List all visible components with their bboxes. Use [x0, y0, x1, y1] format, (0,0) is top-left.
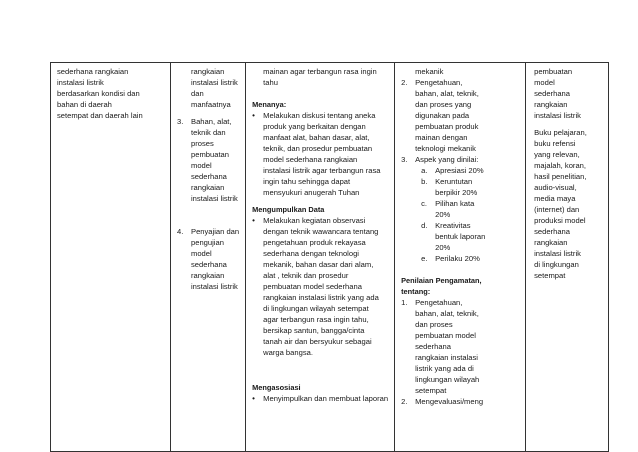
bullet-text	[263, 215, 388, 358]
text-line: Penyajian dan	[191, 227, 240, 236]
col-assessment	[395, 63, 526, 452]
section-heading: Mengumpulkan Data	[252, 205, 325, 214]
text-line: digunakan pada	[415, 111, 470, 120]
text-line: ingin tahu sehingga dapat	[263, 177, 351, 186]
text-line: setempat dan daerah lain	[57, 111, 143, 120]
text-line: instalasi listrik	[191, 78, 238, 87]
text-line: dan proses	[415, 320, 453, 329]
text-line: lingkungan wilayah	[415, 375, 480, 384]
text-line: proses	[191, 139, 214, 148]
text-line: 20%	[435, 243, 451, 252]
spacer	[252, 358, 388, 376]
text-line: teknik dan	[191, 128, 226, 137]
text-line: rangkaian instalasi	[415, 353, 478, 362]
item-number: e.	[421, 254, 428, 263]
text-line: pembuatan model	[415, 331, 476, 340]
section-heading: Menanya:	[252, 100, 287, 109]
text-line: majalah, koran,	[534, 161, 587, 170]
item-number: a.	[421, 166, 428, 175]
text-line: produksi model	[534, 216, 586, 225]
text-line: dengan teknik wawancara tentang	[263, 227, 379, 236]
text-line: teknik, dan prosedur pembuatan	[263, 144, 373, 153]
text-line: dan	[191, 89, 204, 98]
text-line: Aspek yang dinilai:	[415, 155, 479, 164]
bullet-item	[252, 215, 388, 358]
text-line: pembuatan	[191, 150, 229, 159]
item-text	[191, 226, 239, 292]
numbered-item	[177, 226, 239, 292]
item-number: 4.	[177, 227, 184, 236]
bullet-item	[252, 393, 388, 404]
col-activity	[246, 63, 395, 452]
item-number: d.	[421, 221, 428, 230]
item-text	[415, 77, 519, 154]
text-line: Bahan, alat,	[191, 117, 232, 126]
item-number: 1.	[401, 298, 408, 307]
text-line: manfaat alat, bahan dasar, alat,	[263, 133, 370, 142]
text-line: model	[191, 161, 212, 170]
item-text	[415, 297, 519, 396]
col-resources	[526, 63, 609, 452]
text-line: rangkaian	[191, 271, 225, 280]
bullet-text	[263, 393, 388, 404]
text-line: agar terbangun rasa ingin tahu,	[263, 315, 369, 324]
item-text	[435, 165, 519, 176]
text-line: Penilaian Pengamatan,	[401, 276, 482, 285]
numbered-item	[401, 154, 519, 165]
spacer	[252, 88, 388, 99]
text-line: rangkaian	[534, 238, 568, 247]
text-line: mensyukuri anugerah Tuhan	[263, 188, 360, 197]
col-competency	[51, 63, 171, 452]
text-line: bentuk laporan	[435, 232, 486, 241]
text-line: rangkaian	[191, 183, 225, 192]
text-line: mekanik	[415, 67, 444, 76]
syllabus-table	[50, 62, 609, 452]
item-text	[435, 220, 519, 253]
text-line: Apresiasi 20%	[435, 166, 484, 175]
col-material	[171, 63, 246, 452]
text-line: Melakukan diskusi tentang aneka	[263, 111, 376, 120]
spacer	[401, 264, 519, 275]
text-line: pengujian	[191, 238, 224, 247]
item-number: c.	[421, 199, 428, 208]
text-line: bahan di daerah	[57, 100, 112, 109]
text-line: Mengevaluasi/meng	[415, 397, 484, 406]
text-line: pembuatan	[534, 67, 573, 76]
resource-text	[532, 66, 602, 121]
text-line: yang relevan,	[534, 150, 580, 159]
text-line: model sederhana rangkaian	[263, 155, 358, 164]
text-line: produk yang berkaitan dengan	[263, 122, 366, 131]
item-text	[415, 396, 519, 407]
item-number: b.	[421, 177, 428, 186]
text-line: warga bangsa.	[263, 348, 313, 357]
text-line: berdasarkan kondisi dan	[57, 89, 140, 98]
text-line: pembuatan produk	[415, 122, 479, 131]
numbered-item	[401, 396, 519, 407]
text-line: di lingkungan	[534, 260, 579, 269]
bullet-icon: •	[252, 216, 255, 225]
text-line: instalasi listrik	[191, 282, 238, 291]
text-line: audio-visual,	[534, 183, 577, 192]
text-line: listrik yang ada di	[415, 364, 474, 373]
numbered-item	[401, 297, 519, 396]
text-line: tanah air dan bersyukur sebagai	[263, 337, 372, 346]
item-number: 2.	[401, 397, 408, 406]
text-line: media maya	[534, 194, 576, 203]
text-line: Perilaku 20%	[435, 254, 480, 263]
bullet-icon: •	[252, 394, 255, 403]
text-line: bahan, alat, teknik,	[415, 309, 479, 318]
item-text	[191, 116, 239, 204]
resource-list	[532, 127, 602, 281]
text-line: sederhana	[191, 260, 227, 269]
text-line: Buku pelajaran,	[534, 128, 587, 137]
text-line: pengetahuan produk rekayasa	[263, 238, 366, 247]
text-line: Pengetahuan,	[415, 78, 463, 87]
text-line: hasil penelitian,	[534, 172, 587, 181]
bullet-icon: •	[252, 111, 255, 120]
text-line: dan proses yang	[415, 100, 472, 109]
text-line: bersikap santun, bangga/cinta	[263, 326, 365, 335]
text-line: rangkaian instalasi listrik yang ada	[263, 293, 379, 302]
text-line: rangkaian	[534, 100, 568, 109]
text-line: sederhana	[191, 172, 227, 181]
text-line: (internet) dan	[534, 205, 580, 214]
text-line: manfaatnya	[191, 100, 231, 109]
text-line: instalasi listrik agar terbangun rasa	[263, 166, 381, 175]
text-line: instalasi listrik	[57, 78, 104, 87]
text-line: berpikir 20%	[435, 188, 478, 197]
text-line: instalasi listrik	[534, 249, 581, 258]
text-line: sederhana	[415, 342, 451, 351]
text-line: sederhana	[534, 89, 570, 98]
text-line: setempat	[415, 386, 447, 395]
text-line: buku refensi	[534, 139, 576, 148]
lead-text	[401, 66, 519, 77]
text-line: sederhana	[534, 227, 570, 236]
text-line: setempat	[534, 271, 566, 280]
section-heading: Mengasosiasi	[252, 383, 301, 392]
text-line: mekanik, bahan dasar dari alam,	[263, 260, 374, 269]
item-text	[435, 253, 519, 264]
text-line: Keruntutan	[435, 177, 473, 186]
numbered-item	[401, 220, 519, 253]
item-text	[415, 154, 519, 165]
text-line: 20%	[435, 210, 451, 219]
text-line: bahan, alat, teknik,	[415, 89, 479, 98]
section-heading	[401, 275, 519, 297]
item-text	[435, 198, 519, 220]
text-line: rangkaian	[191, 67, 225, 76]
text-line: tahu	[263, 78, 278, 87]
text-line: model	[534, 78, 555, 87]
text-line: instalasi listrik	[534, 111, 581, 120]
text-line: Melakukan kegiatan observasi	[263, 216, 366, 225]
bullet-item	[252, 110, 388, 198]
item-text	[435, 176, 519, 198]
text-line: sederhana dengan teknologi	[263, 249, 359, 258]
text-line: alat , teknik dan prosedur	[263, 271, 349, 280]
text-line: mainan dengan	[415, 133, 468, 142]
text-line: pembuatan model sederhana	[263, 282, 362, 291]
text-line: Pengetahuan,	[415, 298, 463, 307]
text-line: teknologi mekanik	[415, 144, 476, 153]
numbered-item	[401, 253, 519, 264]
text-line: instalasi listrik	[191, 194, 238, 203]
bullet-text	[263, 110, 388, 198]
item-number: 3.	[401, 155, 408, 164]
text-line: Pilihan kata	[435, 199, 475, 208]
table-row	[51, 63, 609, 452]
numbered-item	[401, 176, 519, 198]
numbered-item	[401, 77, 519, 154]
text-line: di lingkungan wilayah setempat	[263, 304, 369, 313]
text-line: Kreativitas	[435, 221, 471, 230]
text-line: Menyimpulkan dan membuat laporan	[263, 394, 389, 403]
item-number: 3.	[177, 117, 184, 126]
text-line: tentang:	[401, 287, 431, 296]
text-line: mainan agar terbangun rasa ingin	[263, 67, 377, 76]
lead-text	[177, 66, 239, 110]
lead-text	[252, 66, 388, 88]
item-number: 2.	[401, 78, 408, 87]
text-line: model	[191, 249, 212, 258]
numbered-item	[401, 165, 519, 176]
numbered-item	[401, 198, 519, 220]
text-line: sederhana rangkaian	[57, 67, 129, 76]
numbered-item	[177, 116, 239, 204]
spacer	[177, 204, 239, 226]
